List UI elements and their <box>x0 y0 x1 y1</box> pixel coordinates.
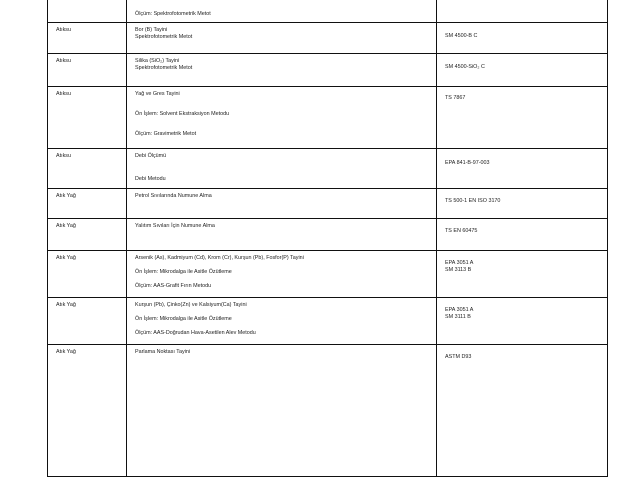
reference-cell <box>437 54 608 87</box>
matrix-cell <box>48 251 127 298</box>
table-row <box>48 251 608 298</box>
method-cell <box>127 345 437 477</box>
reference-standard: SM 4500-SiO₂ C <box>445 64 485 70</box>
method-title: Bor (B) Tayini <box>135 27 168 33</box>
method-title: Kurşun (Pb), Çinko(Zn) ve Kalsiyum(Ca) Tayini <box>135 302 247 308</box>
method-title: Silika (SiO₂) Tayini <box>135 58 180 64</box>
method-line: Ön İşlem: Mikrodalga ile Asitle Özütleme <box>135 269 232 275</box>
reference-cell <box>437 219 608 251</box>
reference-standard: EPA 3051 A <box>445 260 474 266</box>
method-title: Debi Ölçümü <box>135 153 167 159</box>
table-row <box>48 298 608 345</box>
table-row <box>48 189 608 219</box>
matrix-cell <box>48 189 127 219</box>
matrix-cell <box>48 298 127 345</box>
reference-standard: TS 7867 <box>445 95 466 101</box>
method-line: Ölçüm: AAS-Doğrudan Hava-Asetilen Alev Metodu <box>135 330 256 336</box>
reference-standard: SM 3113 B <box>445 267 472 273</box>
method-title: Arsenik (As), Kadmiyum (Cd), Krom (Cr), Kurşun (Pb), Fosfor(P) Tayini <box>135 255 304 261</box>
method-title: Yağ ve Gres Tayini <box>135 91 180 97</box>
reference-cell <box>437 189 608 219</box>
method-line: Ön İşlem: Solvent Ekstraksiyon Metodu <box>135 111 230 117</box>
table-row <box>48 54 608 87</box>
method-title: Yalıtım Sıvıları İçin Numune Alma <box>135 223 215 229</box>
matrix-cell <box>48 23 127 54</box>
reference-cell <box>437 0 608 23</box>
matrix-label: Atıksu <box>56 27 71 33</box>
method-cell <box>127 87 437 149</box>
method-line: Spektrofotometrik Metot <box>135 65 193 71</box>
method-line: Debi Metodu <box>135 176 166 182</box>
matrix-cell <box>48 54 127 87</box>
matrix-label: Atık Yağ <box>56 349 76 355</box>
method-title: Petrol Sıvılarında Numune Alma <box>135 193 212 199</box>
reference-standard: ASTM D93 <box>445 354 472 360</box>
table-row <box>48 219 608 251</box>
reference-standard: TS EN 60475 <box>445 228 478 234</box>
reference-cell <box>437 23 608 54</box>
method-cell <box>127 298 437 345</box>
table-row <box>48 0 608 23</box>
reference-cell <box>437 251 608 298</box>
method-cell <box>127 54 437 87</box>
method-title: Parlama Noktası Tayini <box>135 349 191 355</box>
reference-cell <box>437 87 608 149</box>
method-cell <box>127 189 437 219</box>
reference-cell <box>437 345 608 477</box>
table-row <box>48 87 608 149</box>
method-line: Spektrofotometrik Metot <box>135 34 193 40</box>
method-cell <box>127 23 437 54</box>
matrix-cell <box>48 0 127 23</box>
matrix-cell <box>48 87 127 149</box>
matrix-cell <box>48 219 127 251</box>
matrix-label: Atık Yağ <box>56 193 76 199</box>
method-cell <box>127 0 437 23</box>
table-row <box>48 149 608 189</box>
matrix-label: Atık Yağ <box>56 302 76 308</box>
method-line: Ön İşlem: Mikrodalga ile Asitle Özütleme <box>135 316 232 322</box>
table-row <box>48 345 608 477</box>
matrix-label: Atıksu <box>56 58 71 64</box>
matrix-label: Atıksu <box>56 153 71 159</box>
reference-cell <box>437 149 608 189</box>
matrix-cell <box>48 345 127 477</box>
reference-standard: SM 3111 B <box>445 314 471 320</box>
method-cell <box>127 149 437 189</box>
reference-cell <box>437 298 608 345</box>
reference-standard: TS 500-1 EN ISO 3170 <box>445 198 501 204</box>
reference-standard: EPA 3051 A <box>445 307 474 313</box>
method-cell <box>127 219 437 251</box>
method-cell <box>127 251 437 298</box>
reference-standard: SM 4500-B C <box>445 33 478 39</box>
table-row <box>48 23 608 54</box>
matrix-label: Atıksu <box>56 91 71 97</box>
method-line: Ölçüm: Spektrofotometrik Metot <box>135 11 211 17</box>
method-line: Ölçüm: AAS-Grafit Fırın Metodu <box>135 283 212 289</box>
matrix-label: Atık Yağ <box>56 255 76 261</box>
matrix-cell <box>48 149 127 189</box>
matrix-label: Atık Yağ <box>56 223 76 229</box>
reference-standard: EPA 841-B-97-003 <box>445 160 490 166</box>
accreditation-table <box>47 0 608 477</box>
method-line: Ölçüm: Gravimetrik Metot <box>135 131 197 137</box>
